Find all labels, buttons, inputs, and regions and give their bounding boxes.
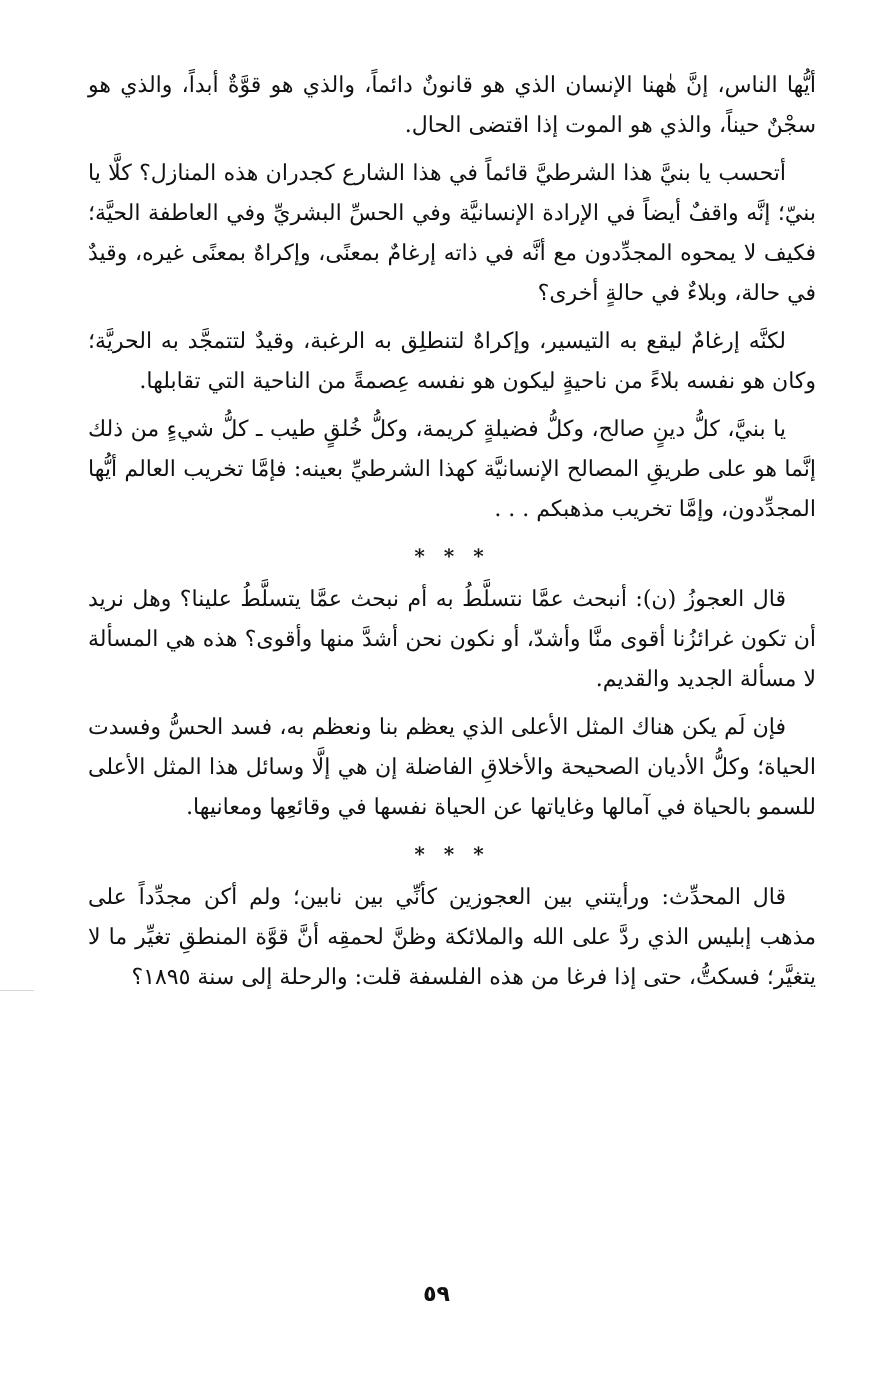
paragraph-7: قال المحدِّث: ورأيتني بين العجوزين كأنِّي بين نابين؛ ولم أكن مجدِّداً على مذهب إبليس الذي ردَّ على الله والملائكة وظنَّ لحمقِه أنَّ قوَّة المنطقِ تغيِّر ما لا يتغيَّر؛ فسكتُّ، حتى إذا فرغا من هذه الفلسفة قلت: والرحلة إلى سنة ١٨٩٥؟ bbox=[88, 885, 816, 990]
section-separator-2: * * * bbox=[414, 842, 490, 866]
page-number: ٥٩ bbox=[423, 1282, 450, 1307]
paragraph-1: أيُّها الناس، إنَّ هٰهنا الإنسان الذي هو قانونٌ دائماً، والذي هو قوَّةٌ أبداً، والذي هو سجْنٌ حيناً، والذي هو الموت إذا اقتضى الحال. bbox=[88, 73, 816, 138]
paragraph-6: فإن لَم يكن هناك المثل الأعلى الذي يعظم بنا ونعظم به، فسد الحسُّ وفسدت الحياة؛ وكلُّ الأديان الصحيحة والأخلاقِ الفاضلة إن هي إلَّا وسائل هذا المثل الأعلى للسمو بالحياة في آمالها وغاياتها عن الحياة نفسها في وقائعِها ومعانيها. bbox=[88, 715, 816, 820]
paragraph-4: يا بنيَّ، كلُّ دينٍ صالح، وكلُّ فضيلةٍ كريمة، وكلُّ خُلقٍ طيب ـ كلُّ شيءٍ من ذلك إنَّما هو على طريقِ المصالح الإنسانيَّة كهذا الشرطيِّ بعينه: فإمَّا تخريب العالم أيُّها المجدِّدون، وإمَّا تخريب مذهبكم . . . bbox=[88, 417, 816, 522]
section-separator-1: * * * bbox=[414, 544, 490, 568]
scan-edge-mark bbox=[0, 990, 34, 991]
paragraph-3: لكنَّه إرغامٌ ليقع به التيسير، وإكراهٌ لتنطلِق به الرغبة، وقيدٌ لتتمجَّد به الحريَّة؛ وكان هو نفسه بلاءً من ناحيةٍ ليكون هو نفسه عِصمةً من الناحية التي تقابلها. bbox=[88, 329, 816, 394]
page-text bbox=[88, 66, 816, 1006]
paragraph-5: قال العجوزُ (ن): أنبحث عمَّا نتسلَّطُ به أم نبحث عمَّا يتسلَّطُ علينا؟ وهل نريد أن تكون غرائزُنا أقوى منَّا وأشدّ، أو نكون نحن أشدَّ منها وأقوى؟ هذه هي المسألة لا مسألة الجديد والقديم. bbox=[88, 587, 816, 692]
paragraph-2: أتحسب يا بنيَّ هذا الشرطيَّ قائماً في هذا الشارع كجدران هذه المنازل؟ كلَّا يا بنيّ؛ إنَّه واقفٌ أيضاً في الإرادة الإنسانيَّة وفي الحسِّ البشريِّ وفي العاطفة الحيَّة؛ فكيف لا يمحوه المجدِّدون مع أنَّه في ذاته إرغامٌ بمعنًى، وإكراهٌ بمعنًى غيره، وقيدٌ في حالة، وبلاءٌ في حالةٍ أخرى؟ bbox=[88, 161, 816, 306]
